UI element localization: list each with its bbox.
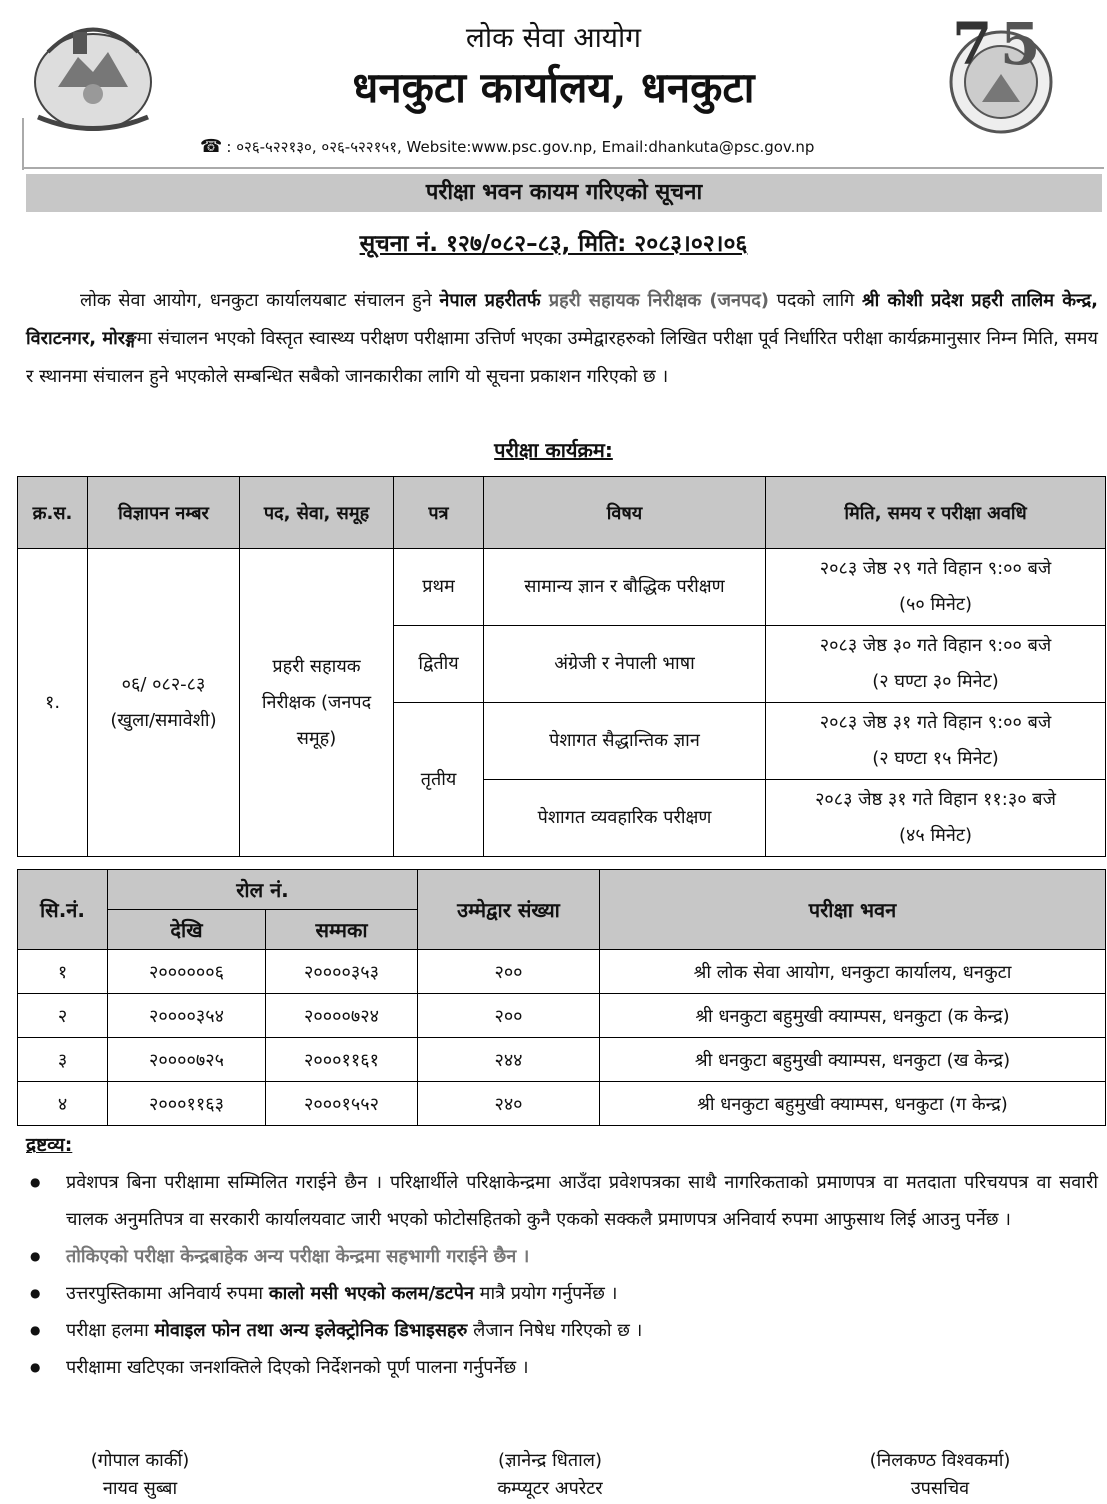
to-cell: २००००७२४ bbox=[266, 994, 418, 1038]
sn-cell: १. bbox=[18, 549, 88, 857]
centers-table bbox=[17, 869, 1106, 1126]
table-row bbox=[18, 549, 1106, 626]
contact-text: : ०२६-५२२१३०, ०२६-५२२१५१, Website:www.psc.gov.np, Email:dhankuta@psc.gov.np bbox=[226, 138, 815, 156]
list-item: ● परीक्षामा खटिएका जनशक्तिले दिएको निर्देशनको पूर्ण पालना गर्नुपर्नेछ । bbox=[26, 1349, 1098, 1386]
count-cell: २४० bbox=[418, 1082, 600, 1126]
centers-header-row bbox=[18, 870, 1106, 910]
note-text: उत्तरपुस्तिकामा अनिवार्य रुपमा bbox=[66, 1283, 269, 1304]
count-cell: २०० bbox=[418, 994, 600, 1038]
venue-cell: श्री धनकुटा बहुमुखी क्याम्पस, धनकुटा (क केन्द्र) bbox=[600, 994, 1106, 1038]
date-cell bbox=[766, 703, 1106, 780]
intro-paragraph bbox=[26, 282, 1098, 396]
note-text: लैजान निषेध गरिएको छ । bbox=[467, 1320, 643, 1341]
adv-no-cell bbox=[88, 549, 240, 857]
para-part-5: श्री कोशी प्रदेश प्रहरी तालिम केन्द्र, विराटनगर, मोरङ्ग bbox=[26, 290, 1098, 349]
para-part-6: मा संचालन भएको विस्तृत स्वास्थ्य परीक्षण परीक्षामा उत्तिर्ण भएका उम्मेद्वारहरुको लिखित परीक्षा पूर्व निर्धारित परीक्षा कार्यक्रमानुसार निम्न मिति, समय र स्थानमा संचालन हुने भएकोले सम्बन्धित सबैको जानकारीका लागि यो सूचना प्रकाशन गरिएको छ । bbox=[26, 328, 1098, 387]
adv-no: ०६/ ०८२-८३ bbox=[121, 673, 206, 695]
para-part-3: प्रहरी सहायक निरीक्षक (जनपद) bbox=[548, 290, 769, 311]
signer-name: (ज्ञानेन्द्र धिताल) bbox=[498, 1450, 602, 1471]
para-part-1: लोक सेवा आयोग, धनकुटा कार्यालयबाट संचालन हुने bbox=[80, 290, 440, 311]
col-sn: सि.नं. bbox=[18, 870, 108, 950]
note-text: परीक्षा हलमा bbox=[66, 1320, 155, 1341]
from-cell: २०००११६३ bbox=[108, 1082, 266, 1126]
signer-title: कम्प्यूटर अपरेटर bbox=[497, 1478, 603, 1499]
date-cell bbox=[766, 549, 1106, 626]
sn-cell: २ bbox=[18, 994, 108, 1038]
header-rule-vertical bbox=[22, 118, 24, 170]
from-cell: २००००७२५ bbox=[108, 1038, 266, 1082]
subject-cell: अंग्रेजी र नेपाली भाषा bbox=[484, 626, 766, 703]
note-text: तोकिएको परीक्षा केन्द्रबाहेक अन्य परीक्षा केन्द्रमा सहभागी गराईने छैन । bbox=[66, 1246, 530, 1267]
note-bold: कालो मसी भएको कलम/डटपेन bbox=[268, 1283, 474, 1304]
list-item bbox=[26, 1275, 1098, 1312]
schedule-header-row bbox=[18, 477, 1106, 549]
para-part-2: नेपाल प्रहरीतर्फ bbox=[439, 290, 549, 311]
date-cell bbox=[766, 626, 1106, 703]
duration-text: (२ घण्टा १५ मिनेट) bbox=[872, 748, 999, 769]
col-date: मिति, समय र परीक्षा अवधि bbox=[766, 477, 1106, 549]
paper-cell: तृतीय bbox=[394, 703, 484, 857]
org-name: लोक सेवा आयोग bbox=[465, 21, 642, 54]
notice-number: सूचना नं. १२७/०८२–८३, मिति: २०८३।०२।०६ bbox=[359, 231, 748, 257]
list-item: ● प्रवेशपत्र बिना परीक्षामा सम्मिलित गराईने छैन । परिक्षार्थीले परिक्षाकेन्द्रमा आउँदा प्रवेशपत्रका साथै नागरिकताको प्रमाणपत्र वा मतदाता परिचयपत्र वा सवारी चालक अनुमतिपत्र वा सरकारी कार्यालयवाट जारी भएको फोटोसहितको कुनै एकको सक्कलै प्रमाणपत्र अनिवार्य रुपमा आफुसाथ लिई आउनु पर्नेछ । bbox=[26, 1164, 1098, 1238]
col-venue: परीक्षा भवन bbox=[600, 870, 1106, 950]
table-row bbox=[18, 950, 1106, 994]
signature-1 bbox=[60, 1447, 220, 1503]
duration-text: (५० मिनेट) bbox=[899, 594, 972, 615]
signer-name: (निलकण्ठ विश्वकर्मा) bbox=[869, 1450, 1011, 1471]
list-item bbox=[26, 1312, 1098, 1349]
adv-type: (खुला/समावेशी) bbox=[110, 709, 217, 731]
note-text: मात्रै प्रयोग गर्नुपर्नेछ । bbox=[473, 1283, 618, 1304]
phone-icon: ☎ bbox=[200, 136, 223, 157]
col-adv-no: विज्ञापन नम्बर bbox=[88, 477, 240, 549]
duration-text: (२ घण्टा ३० मिनेट) bbox=[872, 671, 999, 692]
duration-text: (४५ मिनेट) bbox=[899, 825, 972, 846]
list-item bbox=[26, 1238, 1098, 1275]
col-from: देखि bbox=[108, 910, 266, 950]
count-cell: २०० bbox=[418, 950, 600, 994]
date-text: २०८३ जेष्ठ २९ गते विहान ९:०० बजे bbox=[819, 558, 1052, 579]
col-count: उम्मेद्वार संख्या bbox=[418, 870, 600, 950]
col-paper: पत्र bbox=[394, 477, 484, 549]
schedule-title: परीक्षा कार्यक्रम: bbox=[494, 438, 613, 462]
from-cell: २००००३५४ bbox=[108, 994, 266, 1038]
header-rule-horizontal bbox=[22, 167, 1104, 169]
sn-cell: ४ bbox=[18, 1082, 108, 1126]
schedule-table bbox=[17, 476, 1106, 857]
table-row bbox=[18, 1082, 1106, 1126]
signature-3 bbox=[840, 1447, 1040, 1503]
paper-cell: प्रथम bbox=[394, 549, 484, 626]
col-subject: विषय bbox=[484, 477, 766, 549]
to-cell: २००००३५३ bbox=[266, 950, 418, 994]
subject-cell: पेशागत व्यवहारिक परीक्षण bbox=[484, 780, 766, 857]
signature-2 bbox=[450, 1447, 650, 1503]
table-row bbox=[18, 994, 1106, 1038]
table-row bbox=[18, 1038, 1106, 1082]
count-cell: २४४ bbox=[418, 1038, 600, 1082]
notes-list bbox=[26, 1164, 1098, 1386]
notice-title: परीक्षा भवन कायम गरिएको सूचना bbox=[26, 174, 1102, 212]
date-text: २०८३ जेष्ठ ३१ गते विहान ११:३० बजे bbox=[815, 789, 1056, 810]
col-to: सम्मका bbox=[266, 910, 418, 950]
subject-cell: सामान्य ज्ञान र बौद्धिक परीक्षण bbox=[484, 549, 766, 626]
office-name: धनकुटा कार्यालय, धनकुटा bbox=[352, 63, 755, 112]
venue-cell: श्री धनकुटा बहुमुखी क्याम्पस, धनकुटा (ग केन्द्र) bbox=[600, 1082, 1106, 1126]
to-cell: २०००१५५२ bbox=[266, 1082, 418, 1126]
col-roll: रोल नं. bbox=[108, 870, 418, 910]
svg-text:7: 7 bbox=[952, 10, 993, 78]
col-post: पद, सेवा, समूह bbox=[240, 477, 394, 549]
note-bold: मोवाइल फोन तथा अन्य इलेक्ट्रोनिक डिभाइसहरु bbox=[154, 1320, 468, 1341]
signer-title: नायव सुब्बा bbox=[102, 1478, 178, 1499]
from-cell: २००००००६ bbox=[108, 950, 266, 994]
signer-title: उपसचिव bbox=[910, 1478, 970, 1499]
venue-cell: श्री लोक सेवा आयोग, धनकुटा कार्यालय, धनकुटा bbox=[600, 950, 1106, 994]
to-cell: २०००११६१ bbox=[266, 1038, 418, 1082]
date-cell bbox=[766, 780, 1106, 857]
date-text: २०८३ जेष्ठ ३१ गते विहान ९:०० बजे bbox=[819, 712, 1052, 733]
venue-cell: श्री धनकुटा बहुमुखी क्याम्पस, धनकुटा (ख केन्द्र) bbox=[600, 1038, 1106, 1082]
post-cell: प्रहरी सहायक निरीक्षक (जनपद समूह) bbox=[240, 549, 394, 857]
col-sn: क्र.स. bbox=[18, 477, 88, 549]
contact-line bbox=[200, 136, 814, 157]
sn-cell: ३ bbox=[18, 1038, 108, 1082]
notes-title: द्रष्टव्य: bbox=[26, 1134, 73, 1156]
date-text: २०८३ जेष्ठ ३० गते विहान ९:०० बजे bbox=[819, 635, 1052, 656]
para-part-4: पदको लागि bbox=[769, 290, 862, 311]
paper-cell: द्वितीय bbox=[394, 626, 484, 703]
signer-name: (गोपाल कार्की) bbox=[90, 1450, 190, 1471]
svg-text:5: 5 bbox=[1000, 10, 1041, 78]
sn-cell: १ bbox=[18, 950, 108, 994]
subject-cell: पेशागत सैद्धान्तिक ज्ञान bbox=[484, 703, 766, 780]
